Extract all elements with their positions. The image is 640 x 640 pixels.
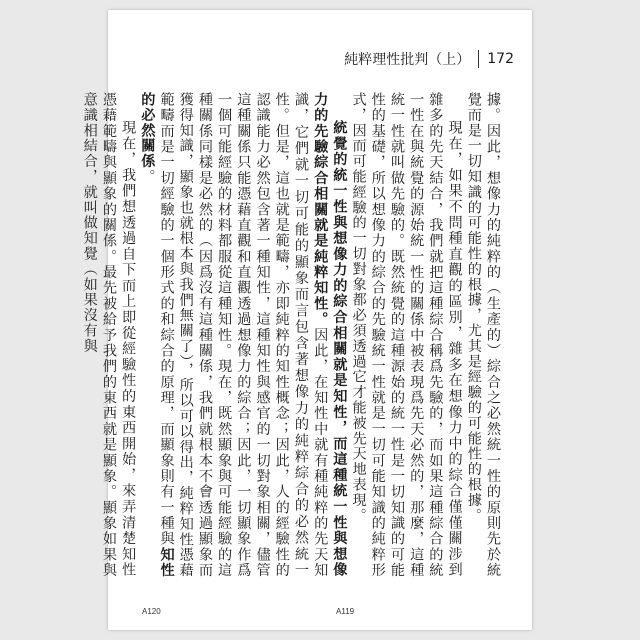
paragraph xyxy=(80,92,138,578)
emphasized-text: 統覺的統一性與想像力的綜合相關就是知性，而這種統一性與想像力的先驗綜合相關就是純粹知性。 xyxy=(312,92,348,578)
running-header xyxy=(344,48,514,70)
paragraph-text: 現在，我們想透過自下而上即從經驗性的東西開始，來弄清楚知性憑藉範疇與顯象的關係。最先被給予我們的東西就是顯象。顯象如果與意識相結合，就叫做知覺（如果沒有與 xyxy=(81,92,137,578)
body-text-area xyxy=(81,92,502,578)
book-title: 純粹理性批判（上） xyxy=(344,52,471,68)
page-number: 172 xyxy=(487,51,514,67)
paragraph xyxy=(137,92,348,578)
book-page xyxy=(81,10,532,630)
paragraph-text: 現在，如果不問種直觀的區別，雜多在想像力中的綜合僅僅關涉到雜多的先天結合，我們就把這種綜合稱爲先驗的，而如果這種綜合的統一性在與統覺的源始統一性的關係中被表現爲先天必然的，那麼，這種統一性就叫做先驗的。既然統覺的這種源始的統一性是一切知識的可能性的基礎，所以想像力的綜合的先驗統一性就是一切可能知識的純粹形式，因而可能經驗的一切對象都必須透過它才能被先天地表現。 xyxy=(350,92,463,578)
paragraph-text: 據。因此，想像力的純粹的（生產的）綜合之必然統一性的原則先於統覺而是一切知識的可能性的根據，尤其是經驗的可能性的根據。 xyxy=(465,92,501,578)
paragraph-text: 。 xyxy=(139,169,156,185)
marginal-ref-right: A119 xyxy=(336,607,355,616)
header-divider xyxy=(478,50,479,68)
vertical-text-columns xyxy=(81,92,502,578)
marginal-ref-left: A120 xyxy=(142,607,161,616)
emphasized-text: 知性的必然關係 xyxy=(139,92,175,578)
paragraph xyxy=(464,92,502,578)
paragraph-text: 因此，在知性中就有種純粹的先天知識，它們就一切可能的顯象而言包含著想像力的純粹綜合的必然統一性。但是，這也就是範疇，亦即純粹的知性概念；因此，人的經驗性的認識能力必然包含著一種知性，這種知性與感官的一切對象相關，儘管這種關係只能憑藉直觀和直觀透過想像力的綜合；因此，一切顯象作爲一個可能經驗的材料都服從這種知性。現在，既然顯象與可能經驗的這種關係同樣是必然的（因爲沒有這種關係，我們就根本不會透過顯象而獲得知識，顯象也就根本與我們無關了），所以可以得出，純粹知性憑藉範疇而是一切經驗的一個形式的和綜合的原理，而顯象則有一種與 xyxy=(158,92,329,578)
paragraph xyxy=(348,92,463,578)
